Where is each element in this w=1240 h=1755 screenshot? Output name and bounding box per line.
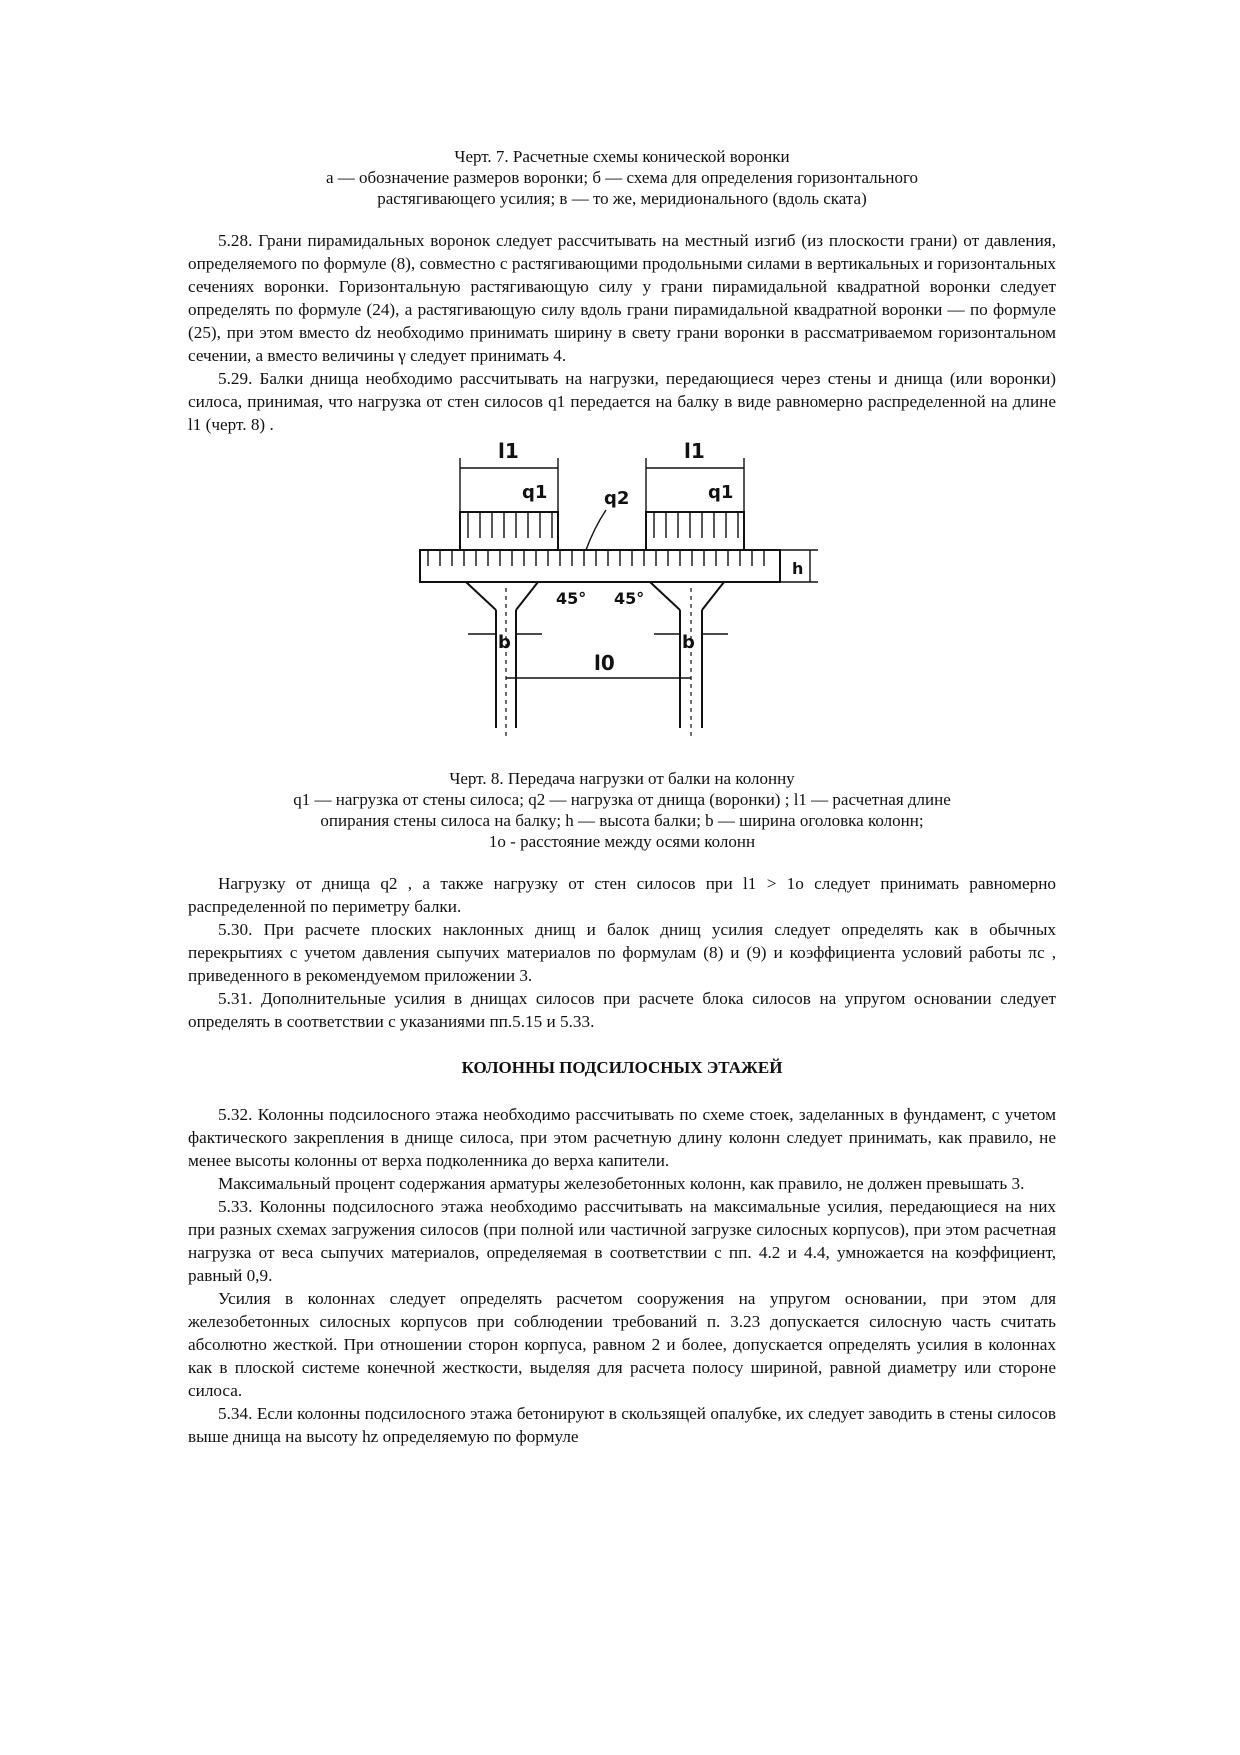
label-q2: q2 (604, 488, 630, 509)
beam (420, 550, 780, 582)
figure-8-caption-line-1: q1 — нагрузка от стены силоса; q2 — нагрузка от днища (воронки) ; l1 — расчетная длине (293, 790, 951, 809)
paragraph-5-34: 5.34. Если колонны подсилосного этажа бетонируют в скользящей опалубке, их следует заводить в стены силосов выше днища на высоту hz определяемую по формуле (188, 1404, 1056, 1446)
paragraph-load-from-bottom: Нагрузку от днища q2 , а также нагрузку от стен силосов при l1 > 1o следует принимать равномерно распределенной по периметру балки. (188, 874, 1056, 916)
paragraph-5-28: 5.28. Грани пирамидальных воронок следует рассчитывать на местный изгиб (из плоскости грани) от давления, определяемого по формуле (8), совместно с растягивающими продольными силами в вертикальных и горизонтальных сечениях воронки. Горизонтальную растягивающую силу у грани пирамидальной квадратной воронки следует определять по формуле (24), а растягивающую силу вдоль грани пирамидальной квадратной воронки — по формуле (25), при этом вместо dz необходимо принимать ширину в свету грани воронки в рассматриваемом горизонтальном сечении, а вместо величины γ следует принимать 4. (188, 231, 1056, 365)
paragraph-5-32: 5.32. Колонны подсилосного этажа необходимо рассчитывать по схеме стоек, заделанных в фундамент, с учетом фактического закрепления в днище силоса, при этом расчетную длину колонн следует принимать, как правило, не менее высоты колонны от верха подколенника до верха капители. (188, 1105, 1056, 1170)
label-l1-left: l1 (498, 439, 519, 463)
label-b-right: b (682, 632, 695, 653)
figure-8 (188, 438, 1056, 768)
figure-7-caption-title: Черт. 7. Расчетные схемы конической воронки (454, 147, 790, 166)
figure-8-caption-line-3: 1o - расстояние между осями колонн (488, 832, 756, 851)
figure-8-drawing (418, 438, 828, 768)
label-angle-right: 45° (614, 589, 645, 608)
q1-left-block (460, 512, 558, 550)
label-l1-right: l1 (684, 439, 705, 463)
label-b-left: b (498, 632, 511, 653)
document-page (188, 146, 1056, 1448)
label-l0: l0 (594, 651, 615, 675)
label-q1-left: q1 (522, 482, 548, 503)
paragraph-5-33: 5.33. Колонны подсилосного этажа необходимо рассчитывать на максимальные усилия, передающиеся на них при разных схемах загружения силосов (при полной или частичной загрузке силосных корпусов), при этом расчетная нагрузка от веса сыпучих материалов, определяемая в соответствии с пп. 4.2 и 4.4, умножается на коэффициент, равный 0,9. (188, 1197, 1056, 1285)
figure-8-caption-title: Черт. 8. Передача нагрузки от балки на колонну (449, 769, 795, 788)
label-q1-right: q1 (708, 482, 734, 503)
q1-right-block (646, 512, 744, 550)
figure-7-caption-line-2: растягивающего усилия; в — то же, меридионального (вдоль ската) (377, 189, 867, 208)
label-h: h (792, 559, 804, 578)
section-heading: КОЛОННЫ ПОДСИЛОСНЫХ ЭТАЖЕЙ (461, 1058, 783, 1077)
paragraph-5-29: 5.29. Балки днища необходимо рассчитывать на нагрузки, передающиеся через стены и днища (или воронки) силоса, принимая, что нагрузка от стен силосов q1 передается на балку в виде равномерно распределенной на длине l1 (черт. 8) . (188, 369, 1056, 434)
paragraph-column-forces: Усилия в колоннах следует определять расчетом сооружения на упругом основании, при этом для железобетонных силосных корпусов при соблюдении требований п. 3.23 допускается силосную часть считать абсолютно жесткой. При отношении сторон корпуса, равном 2 и более, допускается определять усилия в колоннах как в плоской системе конечной жесткости, выделяя для расчета полосу шириной, равной диаметру или стороне силоса. (188, 1289, 1056, 1400)
paragraph-5-31: 5.31. Дополнительные усилия в днищах силосов при расчете блока силосов на упругом основании следует определять в соответствии с указаниями пп.5.15 и 5.33. (188, 989, 1056, 1031)
figure-7-caption-line-1: а — обозначение размеров воронки; б — схема для определения горизонтального (325, 168, 919, 187)
figure-8-caption-line-2: опирания стены силоса на балку; h — высота балки; b — ширина оголовка колонн; (320, 811, 924, 830)
q2-arrows (428, 550, 764, 566)
paragraph-5-30: 5.30. При расчете плоских наклонных днищ и балок днищ усилия следует определять как в обычных перекрытиях с учетом давления сыпучих материалов по формулам (8) и (9) и коэффициента условий работы πc , приведенного в рекомендуемом приложении 3. (188, 920, 1056, 985)
label-angle-left: 45° (556, 589, 587, 608)
paragraph-max-reinforcement: Максимальный процент содержания арматуры железобетонных колонн, как правило, не должен превышать 3. (218, 1174, 1025, 1193)
